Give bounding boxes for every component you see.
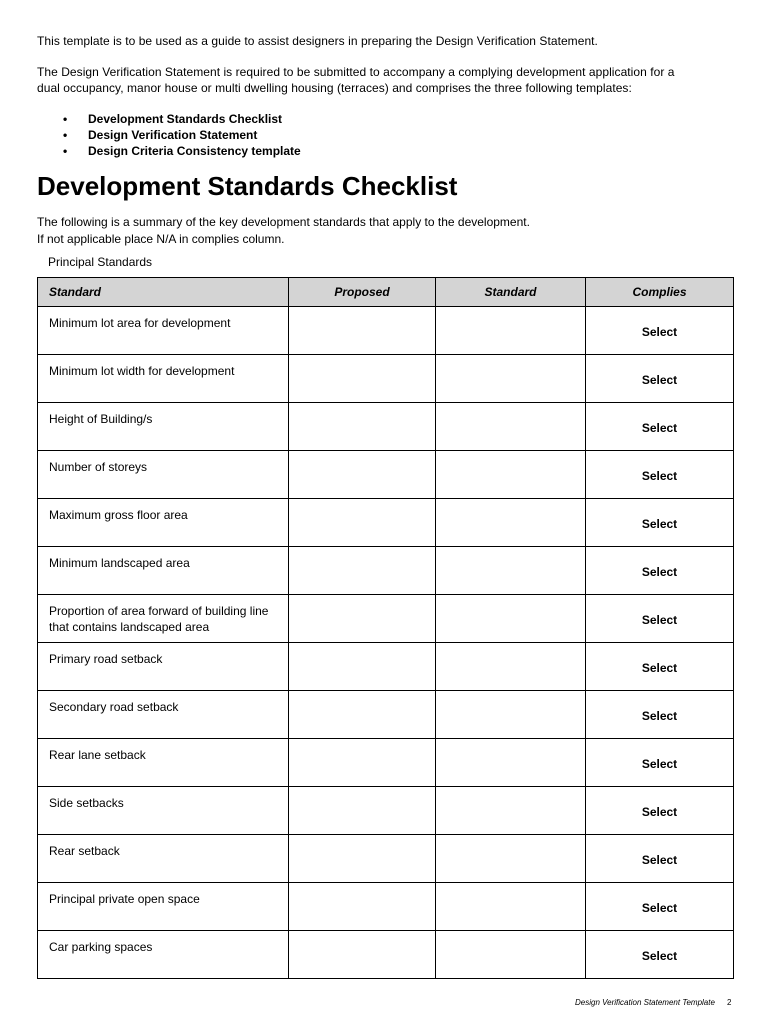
intro-paragraph-1: This template is to be used as a guide to assist designers in preparing the Design Verification Statement. — [37, 34, 598, 48]
standard-name-cell: Side setbacks — [38, 787, 289, 835]
footer-document-title: Design Verification Statement Template — [575, 998, 715, 1007]
standard-name-cell: Proportion of area forward of building line that contains landscaped area — [38, 595, 289, 643]
table-row — [38, 691, 734, 739]
standard-value-input-cell[interactable] — [436, 451, 586, 499]
standard-name-cell: Minimum landscaped area — [38, 547, 289, 595]
standard-name-cell: Maximum gross floor area — [38, 499, 289, 547]
complies-select[interactable]: Select — [586, 547, 734, 595]
standard-value-input-cell[interactable] — [436, 643, 586, 691]
intro-paragraph-2-line-1: The Design Verification Statement is required to be submitted to accompany a complying development application for a — [37, 65, 675, 79]
complies-select[interactable]: Select — [586, 595, 734, 643]
complies-select[interactable]: Select — [586, 787, 734, 835]
proposed-input-cell[interactable] — [289, 739, 436, 787]
table-row — [38, 547, 734, 595]
bullet-item-label: Design Criteria Consistency template — [88, 144, 301, 158]
complies-select[interactable]: Select — [586, 931, 734, 979]
standard-value-input-cell[interactable] — [436, 739, 586, 787]
column-header-standard-value: Standard — [436, 278, 586, 307]
standard-value-input-cell[interactable] — [436, 403, 586, 451]
standard-value-input-cell[interactable] — [436, 835, 586, 883]
complies-select[interactable]: Select — [586, 307, 734, 355]
complies-select[interactable]: Select — [586, 355, 734, 403]
proposed-input-cell[interactable] — [289, 643, 436, 691]
table-row — [38, 595, 734, 643]
complies-select[interactable]: Select — [586, 835, 734, 883]
table-row — [38, 883, 734, 931]
bullet-item-label: Design Verification Statement — [88, 128, 258, 142]
standard-name-cell: Minimum lot area for development — [38, 307, 289, 355]
column-header-standard: Standard — [38, 278, 289, 307]
bullet-marker: • — [63, 144, 68, 158]
standard-name-cell: Principal private open space — [38, 883, 289, 931]
proposed-input-cell[interactable] — [289, 403, 436, 451]
standard-value-input-cell[interactable] — [436, 787, 586, 835]
table-row — [38, 451, 734, 499]
proposed-input-cell[interactable] — [289, 787, 436, 835]
bullet-item — [62, 143, 301, 159]
bullet-marker: • — [63, 112, 68, 126]
complies-select[interactable]: Select — [586, 883, 734, 931]
page-title: Development Standards Checklist — [37, 171, 458, 201]
complies-select[interactable]: Select — [586, 499, 734, 547]
standard-name-cell: Minimum lot width for development — [38, 355, 289, 403]
standard-value-input-cell[interactable] — [436, 931, 586, 979]
complies-select[interactable]: Select — [586, 691, 734, 739]
table-row — [38, 355, 734, 403]
complies-select[interactable]: Select — [586, 403, 734, 451]
standard-value-input-cell[interactable] — [436, 499, 586, 547]
bullet-item — [62, 111, 301, 127]
table-row — [38, 499, 734, 547]
templates-bullet-list — [62, 111, 301, 159]
complies-select[interactable]: Select — [586, 451, 734, 499]
summary-line-2: If not applicable place N/A in complies column. — [37, 232, 285, 246]
footer-page-number: 2 — [727, 998, 732, 1007]
table-row — [38, 739, 734, 787]
complies-select[interactable]: Select — [586, 739, 734, 787]
table-row — [38, 931, 734, 979]
proposed-input-cell[interactable] — [289, 883, 436, 931]
standard-name-cell: Number of storeys — [38, 451, 289, 499]
intro-paragraph-2-line-2: dual occupancy, manor house or multi dwelling housing (terraces) and comprises the three following templates: — [37, 81, 632, 95]
complies-select[interactable]: Select — [586, 643, 734, 691]
standard-name-cell: Car parking spaces — [38, 931, 289, 979]
standard-value-input-cell[interactable] — [436, 883, 586, 931]
proposed-input-cell[interactable] — [289, 931, 436, 979]
table-row — [38, 643, 734, 691]
table-caption: Principal Standards — [48, 255, 153, 269]
standard-name-cell: Height of Building/s — [38, 403, 289, 451]
proposed-input-cell[interactable] — [289, 451, 436, 499]
proposed-input-cell[interactable] — [289, 835, 436, 883]
proposed-input-cell[interactable] — [289, 547, 436, 595]
column-header-proposed: Proposed — [289, 278, 436, 307]
standard-value-input-cell[interactable] — [436, 595, 586, 643]
bullet-item — [62, 127, 301, 143]
standard-name-cell: Rear lane setback — [38, 739, 289, 787]
table-row — [38, 835, 734, 883]
proposed-input-cell[interactable] — [289, 499, 436, 547]
table-row — [38, 403, 734, 451]
bullet-item-label: Development Standards Checklist — [88, 112, 283, 126]
proposed-input-cell[interactable] — [289, 595, 436, 643]
standard-value-input-cell[interactable] — [436, 691, 586, 739]
table-row — [38, 787, 734, 835]
standard-name-cell: Secondary road setback — [38, 691, 289, 739]
proposed-input-cell[interactable] — [289, 307, 436, 355]
standard-value-input-cell[interactable] — [436, 547, 586, 595]
proposed-input-cell[interactable] — [289, 691, 436, 739]
standard-name-cell: Primary road setback — [38, 643, 289, 691]
standards-table — [37, 277, 734, 979]
summary-line-1: The following is a summary of the key development standards that apply to the development. — [37, 215, 530, 229]
column-header-complies: Complies — [586, 278, 734, 307]
standard-value-input-cell[interactable] — [436, 307, 586, 355]
bullet-marker: • — [63, 128, 68, 142]
standard-value-input-cell[interactable] — [436, 355, 586, 403]
table-header-row — [38, 278, 734, 307]
proposed-input-cell[interactable] — [289, 355, 436, 403]
table-row — [38, 307, 734, 355]
standard-name-cell: Rear setback — [38, 835, 289, 883]
